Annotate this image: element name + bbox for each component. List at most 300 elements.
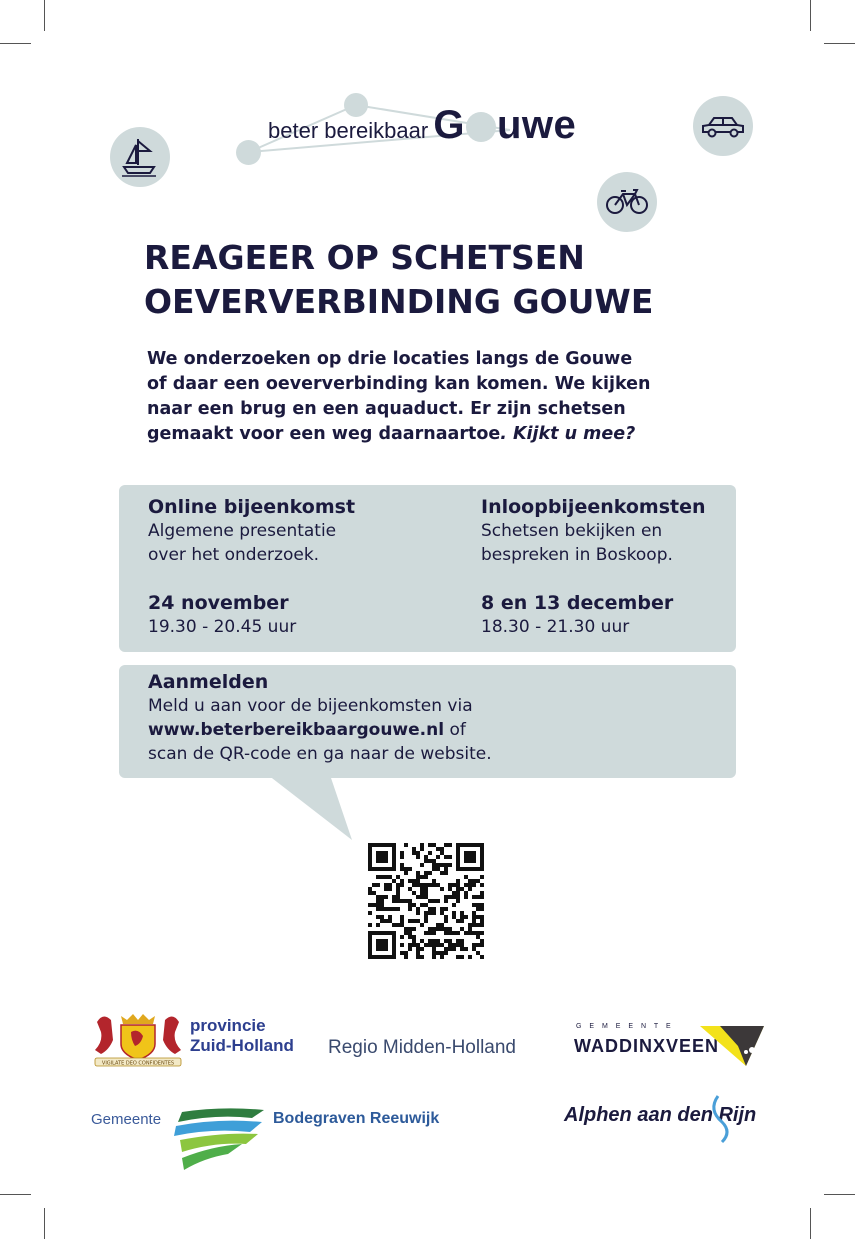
- qr-module: [400, 899, 404, 903]
- qr-module: [428, 843, 432, 847]
- qr-module: [472, 911, 476, 915]
- qr-module: [432, 951, 436, 955]
- qr-module: [420, 923, 424, 927]
- qr-module: [408, 927, 412, 931]
- qr-module: [444, 947, 448, 951]
- qr-module: [424, 887, 428, 891]
- walkin-event-time: 18.30 - 21.30 uur: [481, 617, 630, 637]
- qr-module: [476, 907, 480, 911]
- qr-module: [452, 915, 456, 919]
- qr-module: [480, 923, 484, 927]
- qr-module: [396, 887, 400, 891]
- qr-module: [460, 927, 464, 931]
- qr-module: [432, 899, 436, 903]
- qr-module: [372, 883, 376, 887]
- qr-module: [440, 955, 444, 959]
- qr-module: [436, 951, 440, 955]
- qr-module: [388, 875, 392, 879]
- qr-module: [420, 863, 424, 867]
- qr-module: [480, 891, 484, 895]
- qr-module: [420, 847, 424, 851]
- qr-module: [388, 907, 392, 911]
- qr-module: [388, 883, 392, 887]
- qr-module: [412, 939, 416, 943]
- qr-module: [464, 915, 468, 919]
- qr-module: [392, 851, 396, 855]
- qr-module: [452, 943, 456, 947]
- qr-module: [368, 859, 372, 863]
- qr-module: [388, 887, 392, 891]
- qr-module: [420, 895, 424, 899]
- qr-module: [440, 923, 444, 927]
- qr-module: [436, 883, 440, 887]
- bodegraven-logo: Bodegraven Reeuwijk: [273, 1110, 440, 1127]
- qr-module: [380, 947, 384, 951]
- qr-module: [408, 931, 412, 935]
- qr-module: [420, 891, 424, 895]
- qr-module: [420, 887, 424, 891]
- qr-module: [444, 895, 448, 899]
- qr-module: [424, 883, 428, 887]
- waddinxveen-emblem: [700, 1024, 766, 1068]
- qr-module: [392, 955, 396, 959]
- qr-module: [424, 911, 428, 915]
- qr-module: [432, 883, 436, 887]
- intro-line: We onderzoeken op drie locaties langs de Gouwe: [147, 349, 633, 369]
- qr-module: [476, 903, 480, 907]
- qr-module: [368, 847, 372, 851]
- qr-module: [392, 855, 396, 859]
- qr-module: [400, 935, 404, 939]
- qr-module: [368, 911, 372, 915]
- qr-module: [400, 919, 404, 923]
- qr-module: [408, 887, 412, 891]
- qr-module: [424, 891, 428, 895]
- qr-module: [372, 891, 376, 895]
- qr-module: [480, 883, 484, 887]
- qr-module: [472, 883, 476, 887]
- qr-module: [472, 859, 476, 863]
- qr-module: [448, 927, 452, 931]
- qr-module: [424, 931, 428, 935]
- qr-module: [372, 955, 376, 959]
- qr-module: [376, 931, 380, 935]
- qr-module: [400, 855, 404, 859]
- qr-module: [444, 855, 448, 859]
- qr-module: [468, 851, 472, 855]
- qr-module: [432, 843, 436, 847]
- qr-module: [472, 931, 476, 935]
- qr-module: [460, 887, 464, 891]
- qr-module: [380, 851, 384, 855]
- qr-module: [376, 843, 380, 847]
- qr-module: [432, 911, 436, 915]
- qr-module: [420, 947, 424, 951]
- crop-mark: [810, 1208, 811, 1239]
- qr-module: [432, 879, 436, 883]
- qr-module: [476, 895, 480, 899]
- qr-module: [432, 939, 436, 943]
- qr-module: [384, 947, 388, 951]
- qr-module: [396, 899, 400, 903]
- qr-module: [444, 919, 448, 923]
- qr-module: [464, 931, 468, 935]
- qr-module: [408, 903, 412, 907]
- qr-module: [376, 907, 380, 911]
- qr-module: [416, 919, 420, 923]
- qr-module: [368, 863, 372, 867]
- register-text: scan de QR-code en ga naar de website.: [148, 744, 492, 764]
- qr-module: [392, 879, 396, 883]
- qr-module: [472, 903, 476, 907]
- qr-module: [456, 919, 460, 923]
- qr-module: [396, 923, 400, 927]
- qr-module: [416, 855, 420, 859]
- qr-module: [412, 943, 416, 947]
- qr-module: [392, 939, 396, 943]
- qr-module: [456, 887, 460, 891]
- qr-module: [404, 951, 408, 955]
- qr-module: [380, 939, 384, 943]
- qr-module: [464, 851, 468, 855]
- qr-module: [380, 895, 384, 899]
- qr-module: [480, 855, 484, 859]
- qr-module: [412, 847, 416, 851]
- qr-module: [384, 931, 388, 935]
- qr-module: [468, 923, 472, 927]
- qr-module: [384, 895, 388, 899]
- qr-module: [432, 947, 436, 951]
- qr-module: [428, 859, 432, 863]
- qr-module: [468, 955, 472, 959]
- qr-module: [428, 927, 432, 931]
- qr-module: [460, 843, 464, 847]
- qr-module: [452, 883, 456, 887]
- qr-module: [384, 843, 388, 847]
- qr-module: [408, 867, 412, 871]
- qr-module: [376, 899, 380, 903]
- qr-module: [392, 931, 396, 935]
- crop-mark: [44, 1208, 45, 1239]
- qr-module: [432, 867, 436, 871]
- qr-module: [476, 879, 480, 883]
- qr-module: [448, 947, 452, 951]
- qr-module: [376, 855, 380, 859]
- province-name-line2: Zuid-Holland: [190, 1036, 294, 1055]
- qr-module: [424, 919, 428, 923]
- qr-module: [388, 867, 392, 871]
- qr-module: [456, 939, 460, 943]
- qr-module: [476, 951, 480, 955]
- qr-module: [380, 867, 384, 871]
- qr-module: [480, 903, 484, 907]
- qr-module: [432, 927, 436, 931]
- qr-module: [472, 947, 476, 951]
- qr-module: [404, 927, 408, 931]
- qr-module: [452, 911, 456, 915]
- qr-module: [416, 883, 420, 887]
- intro-line: naar een brug en een aquaduct. Er zijn schetsen: [147, 399, 626, 419]
- qr-module: [444, 843, 448, 847]
- qr-module: [428, 871, 432, 875]
- qr-module: [440, 863, 444, 867]
- qr-module: [408, 947, 412, 951]
- qr-module: [376, 895, 380, 899]
- qr-module: [448, 855, 452, 859]
- qr-module: [440, 927, 444, 931]
- qr-module: [468, 879, 472, 883]
- qr-module: [440, 851, 444, 855]
- qr-module: [416, 895, 420, 899]
- qr-module: [432, 863, 436, 867]
- qr-module: [460, 919, 464, 923]
- qr-module: [412, 883, 416, 887]
- qr-module: [432, 955, 436, 959]
- qr-module: [368, 939, 372, 943]
- qr-module: [444, 927, 448, 931]
- qr-module: [376, 955, 380, 959]
- qr-module: [448, 863, 452, 867]
- qr-module: [452, 895, 456, 899]
- qr-module: [440, 911, 444, 915]
- qr-module: [428, 883, 432, 887]
- intro-line: of daar een oeververbinding kan komen. We kijken: [147, 374, 651, 394]
- qr-module: [408, 943, 412, 947]
- qr-module: [392, 863, 396, 867]
- qr-module: [416, 943, 420, 947]
- qr-module: [420, 875, 424, 879]
- qr-module: [440, 951, 444, 955]
- online-event-date: 24 november: [148, 592, 289, 614]
- qr-module: [480, 895, 484, 899]
- register-text: Meld u aan voor de bijeenkomsten via: [148, 696, 473, 716]
- qr-module: [468, 887, 472, 891]
- qr-module: [456, 863, 460, 867]
- qr-module: [412, 927, 416, 931]
- qr-module: [480, 843, 484, 847]
- qr-module: [376, 851, 380, 855]
- register-text: of: [444, 720, 466, 740]
- qr-module: [392, 935, 396, 939]
- qr-module: [368, 843, 372, 847]
- qr-module: [428, 911, 432, 915]
- qr-module: [376, 947, 380, 951]
- crop-mark: [0, 1194, 31, 1195]
- qr-module: [464, 891, 468, 895]
- qr-module: [392, 859, 396, 863]
- qr-module: [380, 859, 384, 863]
- regio-logo: Regio Midden-Holland: [328, 1037, 516, 1058]
- qr-module: [460, 939, 464, 943]
- qr-module: [456, 891, 460, 895]
- qr-module: [468, 883, 472, 887]
- qr-module: [392, 907, 396, 911]
- qr-module: [400, 923, 404, 927]
- qr-module: [392, 895, 396, 899]
- qr-module: [416, 875, 420, 879]
- qr-module: [476, 943, 480, 947]
- qr-module: [468, 859, 472, 863]
- qr-module: [400, 915, 404, 919]
- alphen-logo: Alphen aan den Rijn: [564, 1104, 757, 1126]
- qr-module: [388, 931, 392, 935]
- qr-module: [392, 923, 396, 927]
- qr-module: [416, 851, 420, 855]
- qr-module: [384, 851, 388, 855]
- qr-module: [480, 939, 484, 943]
- qr-module: [392, 847, 396, 851]
- qr-module: [424, 859, 428, 863]
- website-link[interactable]: www.beterbereikbaargouwe.nl: [148, 720, 445, 740]
- qr-module: [456, 955, 460, 959]
- province-logo: [190, 1016, 294, 1056]
- title-line-2: OEVERVERBINDING GOUWE: [144, 282, 654, 321]
- qr-module: [440, 887, 444, 891]
- qr-module: [440, 943, 444, 947]
- qr-module: [420, 883, 424, 887]
- qr-module: [376, 943, 380, 947]
- qr-module: [472, 919, 476, 923]
- qr-module: [380, 915, 384, 919]
- qr-module: [428, 907, 432, 911]
- qr-module: [472, 843, 476, 847]
- qr-module: [400, 943, 404, 947]
- qr-module: [472, 879, 476, 883]
- qr-module: [436, 943, 440, 947]
- qr-module: [436, 923, 440, 927]
- qr-module: [460, 867, 464, 871]
- qr-module: [472, 895, 476, 899]
- qr-module: [368, 903, 372, 907]
- waddinxveen-small: G E M E E N T E: [576, 1023, 674, 1030]
- qr-module: [368, 923, 372, 927]
- qr-module: [376, 883, 380, 887]
- qr-module: [392, 951, 396, 955]
- qr-module: [436, 847, 440, 851]
- register-section: [148, 670, 492, 766]
- waddinxveen-logo: WADDINXVEEN: [574, 1036, 720, 1056]
- qr-module: [384, 867, 388, 871]
- qr-module: [444, 863, 448, 867]
- logo-name-start: G: [433, 103, 465, 147]
- qr-module: [468, 855, 472, 859]
- qr-module: [464, 895, 468, 899]
- qr-module: [420, 955, 424, 959]
- qr-module: [472, 851, 476, 855]
- qr-module: [460, 943, 464, 947]
- qr-module: [400, 863, 404, 867]
- qr-module: [472, 915, 476, 919]
- qr-module: [464, 859, 468, 863]
- qr-module: [456, 879, 460, 883]
- qr-module: [468, 843, 472, 847]
- qr-module: [476, 915, 480, 919]
- qr-module: [392, 843, 396, 847]
- intro-line: gemaakt voor een weg daarnaartoe: [147, 424, 501, 444]
- qr-module: [436, 939, 440, 943]
- qr-module: [444, 939, 448, 943]
- qr-module: [420, 843, 424, 847]
- qr-module: [396, 875, 400, 879]
- online-event-desc: Algemene presentatie: [148, 521, 337, 541]
- qr-module: [480, 875, 484, 879]
- qr-module: [368, 851, 372, 855]
- qr-module: [368, 943, 372, 947]
- qr-module: [424, 895, 428, 899]
- qr-module: [460, 947, 464, 951]
- qr-module: [456, 843, 460, 847]
- qr-module: [480, 907, 484, 911]
- qr-module: [384, 939, 388, 943]
- qr-module: [432, 931, 436, 935]
- qr-module: [464, 843, 468, 847]
- qr-module: [372, 903, 376, 907]
- crop-mark: [824, 1194, 855, 1195]
- alphen-river-mark: [700, 1090, 740, 1148]
- qr-module: [468, 867, 472, 871]
- qr-code[interactable]: [368, 843, 484, 959]
- qr-module: [368, 887, 372, 891]
- qr-module: [380, 855, 384, 859]
- qr-module: [468, 931, 472, 935]
- qr-module: [388, 955, 392, 959]
- qr-module: [456, 883, 460, 887]
- qr-module: [480, 919, 484, 923]
- qr-module: [452, 903, 456, 907]
- qr-module: [384, 943, 388, 947]
- qr-module: [400, 879, 404, 883]
- qr-module: [464, 947, 468, 951]
- logo-prefix: beter bereikbaar: [268, 118, 429, 143]
- walkin-event-date: 8 en 13 december: [481, 592, 674, 614]
- qr-module: [392, 947, 396, 951]
- qr-module: [416, 871, 420, 875]
- qr-module: [412, 851, 416, 855]
- qr-module: [464, 855, 468, 859]
- qr-module: [424, 875, 428, 879]
- qr-module: [412, 903, 416, 907]
- qr-module: [376, 875, 380, 879]
- qr-module: [464, 867, 468, 871]
- qr-module: [428, 899, 432, 903]
- qr-module: [412, 919, 416, 923]
- qr-module: [440, 871, 444, 875]
- qr-module: [416, 879, 420, 883]
- qr-module: [376, 939, 380, 943]
- qr-module: [380, 875, 384, 879]
- qr-module: [388, 919, 392, 923]
- qr-module: [480, 863, 484, 867]
- qr-module: [416, 911, 420, 915]
- qr-module: [452, 931, 456, 935]
- qr-module: [448, 883, 452, 887]
- qr-module: [428, 931, 432, 935]
- qr-module: [480, 943, 484, 947]
- qr-module: [384, 919, 388, 923]
- qr-module: [404, 931, 408, 935]
- qr-module: [480, 847, 484, 851]
- qr-module: [428, 939, 432, 943]
- qr-module: [368, 867, 372, 871]
- qr-module: [380, 907, 384, 911]
- qr-module: [460, 911, 464, 915]
- qr-module: [476, 935, 480, 939]
- bodegraven-emblem: [172, 1104, 268, 1172]
- qr-module: [440, 847, 444, 851]
- qr-module: [396, 891, 400, 895]
- qr-module: [436, 863, 440, 867]
- online-event-title: Online bijeenkomst: [148, 496, 356, 518]
